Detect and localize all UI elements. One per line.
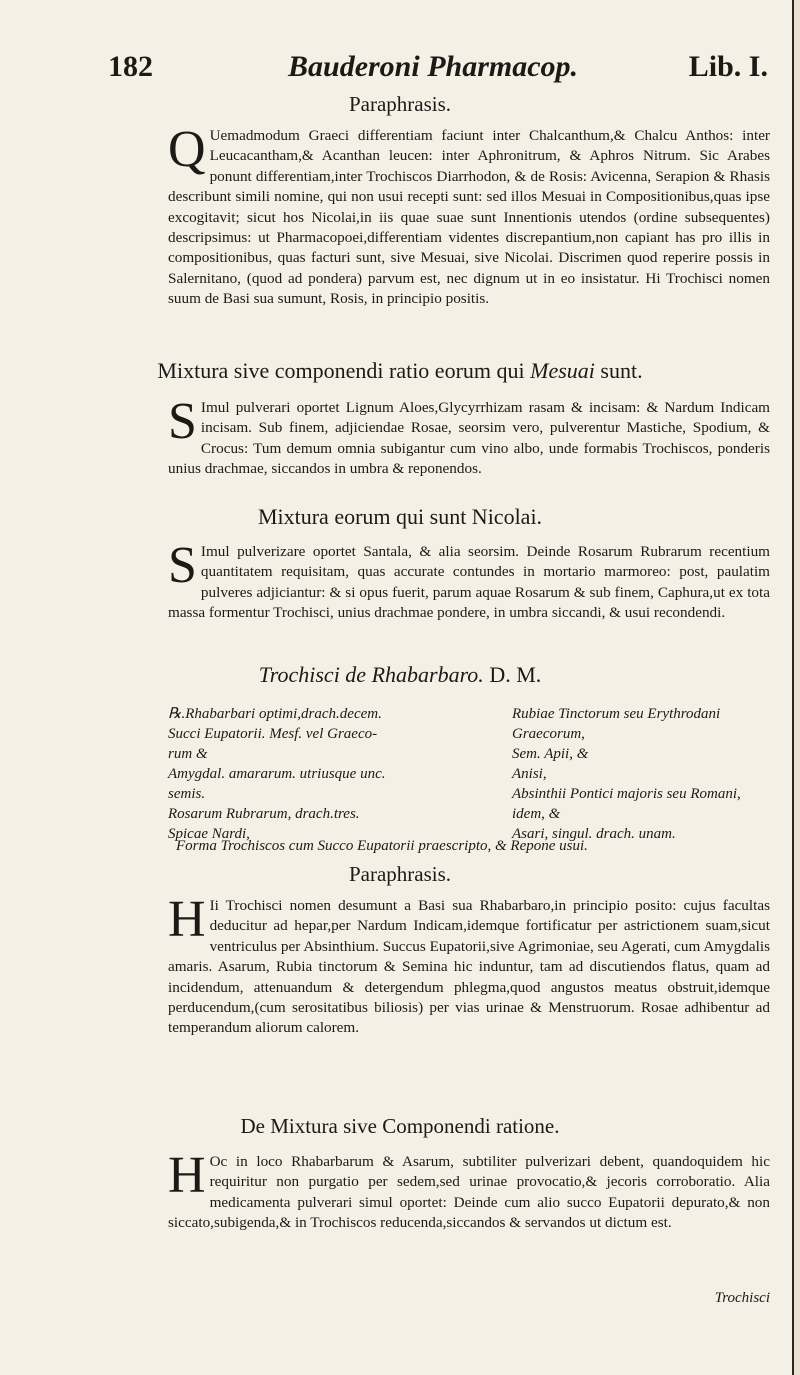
recipe-line: Rubiae Tinctorum seu Erythrodani <box>512 706 721 722</box>
running-head <box>108 50 768 92</box>
paragraph-1 <box>168 121 770 310</box>
recipe-line: Rosarum Rubrarum, drach.tres. <box>168 806 360 822</box>
mixtura-mesuai-heading-b: Mesuai <box>530 358 595 383</box>
page-edge-line <box>792 0 794 1375</box>
recipe-line: rum & <box>168 746 208 762</box>
paragraph-2-text: Imul pulverari oportet Lignum Aloes,Glycyrrhizam rasam & incisam: & Nardum Indicam incisam. Sub finem, adjiciendae Rosae, seorsim vero, pulverentur Mastiche, Spodium, & Crocus: Tum demum omnia subigantur cum vino albo, unde formabis Trochiscos, ponderis unius drachmae, siccandos in umbra & reponendos. <box>168 399 770 478</box>
paragraph-5 <box>168 1147 770 1234</box>
recipe-line: ℞.Rhabarbari optimi,drach.decem. <box>168 706 382 722</box>
recipe-line: Anisi, <box>512 766 547 782</box>
recipe-right-column <box>512 704 770 844</box>
mixtura-mesuai-heading-a: Mixtura sive componendi ratio eorum qui <box>157 358 531 383</box>
paraphrasis-heading-1: Paraphrasis. <box>348 92 452 116</box>
trochisci-heading <box>0 662 800 688</box>
recipe-line: Spicae Nardi, <box>168 826 250 842</box>
recipe-left-column <box>168 704 508 844</box>
recipe-line: Succi Eupatorii. Mesf. vel Graeco- <box>168 726 378 742</box>
book-reference: Lib. I. <box>688 50 768 83</box>
mixtura-mesuai-heading-c: sunt. <box>594 358 643 383</box>
paragraph-4 <box>168 891 770 1039</box>
paragraph-4-text: Ii Trochisci nomen desumunt a Basi sua Rhabarbaro,in principio posito: cujus facultas deducitur ad hepar,per Nardum Indicam,idemque fortificatur per astrictionem suam,sicut ventriculus per Absinthium. Succus Eupatorii,sive Agrimoniae, seu Agerati, cum Amygdalis amaris. Asarum, Rubia tinctorum & Semina hic induntur, tam ad discutiendos flatus, quam ad incidendum, attenuandum & detergendum phlegma,quod angustos meatus obstruit,idemque perducendum,(cum serositatibus biliosis) per vias urinae & Menstruorum. Rosae adhibentur ad temperandum aliorum calorem. <box>168 897 770 1037</box>
drop-cap: S <box>168 393 197 450</box>
drop-cap: H <box>168 1147 206 1204</box>
page-number: 182 <box>108 50 153 83</box>
recipe-line: idem, & <box>512 806 561 822</box>
recipe-line: semis. <box>168 786 206 802</box>
drop-cap: Q <box>168 121 206 178</box>
paragraph-3 <box>168 537 770 624</box>
recipe-line: Asari, singul. drach. unam. <box>512 826 676 842</box>
drop-cap: H <box>168 891 206 948</box>
mixtura-nicolai-heading: Mixtura eorum qui sunt Nicolai. <box>257 504 543 529</box>
recipe-line: Sem. Apii, & <box>512 746 589 762</box>
paragraph-2 <box>168 393 770 480</box>
running-title: Bauderoni Pharmacop. <box>288 50 579 83</box>
recipe-line: Absinthii Pontici majoris seu Romani, <box>512 786 741 802</box>
drop-cap: S <box>168 537 197 594</box>
paragraph-3-text: Imul pulverizare oportet Santala, & alia seorsim. Deinde Rosarum Rubrarum recentium quantitatem requisitam, quas accurate contundes in mortario marmoreo: post, paulatim pulveres adjiciantur: & si opus fuerit, parum aquae Rosarum & sub finem, Caphura,ut ex tota massa formentur Trochisci, unius drachmae pondere, in umbra siccandi, & usui recondendi. <box>168 543 770 622</box>
trochisci-heading-b: D. M. <box>483 662 542 687</box>
trochisci-heading-a: Trochisci de Rhabarbaro. <box>258 662 484 687</box>
paraphrasis-heading-2: Paraphrasis. <box>348 862 452 886</box>
recipe-line: Graecorum, <box>512 726 585 742</box>
catchword: Trochisci <box>714 1290 770 1306</box>
recipe-line: Amygdal. amararum. utriusque unc. <box>168 766 386 782</box>
paragraph-1-text: Uemadmodum Graeci differentiam faciunt inter Chalcanthum,& Chalcu Anthos: inter Leucacantham,& Acanthan leucen: inter Aphronitrum, & Aphros Nitrum. Sic Arabes ponunt differentiam,inter Trochiscos Diarrhodon, & de Rosis: Avicenna, Serapion & Rhasis describunt simili nomine, qui non usui recepti sunt: sed illos Mesuai in Compositionibus,quas ipse excogitavit; sicut hos Nicolai,in iis quae suae sunt Innentionis utendos (ordine subsequentes) descripsimus: ut Pharmacopoei,differentiam videntes discrepantium,non capiant has pro illis in compositionibus, quas facturi sunt, sive Mesuai, sive Nicolai. Discrimen quod reperire possis in Salernitano, (quod ad pondera) parvum est, nec dignum ut in eo insistatur. Hi Trochisci nomen suum de Basi sua sumunt, Rosis, in principio positis. <box>168 127 770 308</box>
recipe-forma-line: Forma Trochiscos cum Succo Eupatorii praescripto, & Repone usui. <box>176 838 588 854</box>
de-mixtura-heading: De Mixtura sive Componendi ratione. <box>240 1114 560 1138</box>
paragraph-5-text: Oc in loco Rhabarbarum & Asarum, subtiliter pulverizari debent, quandoquidem hic requiritur non purgatio per sedem,sed urinae provocatio,& jecoris corroboratio. Alia medicamenta pulverari simul oportet: Deinde cum alio succo Eupatorii depurato,& non siccato,subigenda,& in Trochiscos reducenda,siccandos & servandos ut dictum est. <box>168 1153 770 1232</box>
mixtura-mesuai-heading <box>0 358 800 384</box>
